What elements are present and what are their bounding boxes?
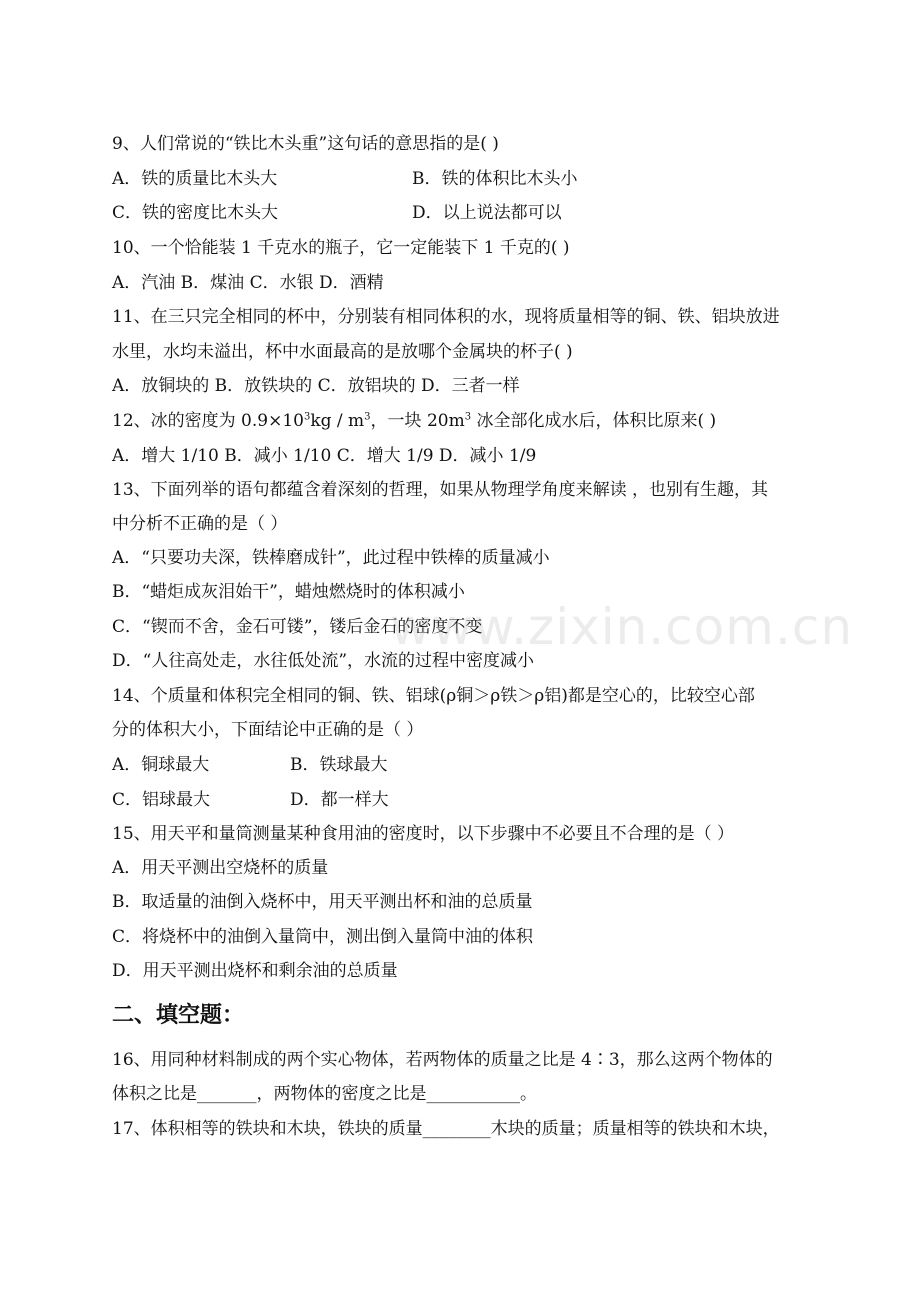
q12-exponent-2: 3: [364, 411, 371, 423]
q12-stem-pre: 12、冰的密度为 0.9×10: [112, 411, 304, 431]
q16-stem-line2: 体积之比是_______，两物体的密度之比是___________。: [112, 1084, 537, 1104]
q15-option-a: A．用天平测出空烧杯的质量: [112, 858, 329, 878]
q11-stem-line1: 11、在三只完全相同的杯中，分别装有相同体积的水，现将质量相等的铜、铁、铝块放进: [112, 307, 780, 327]
q9-option-c: C．铁的密度比木头大: [112, 203, 279, 223]
q12-stem-post: 冰全部化成水后，体积比原来( ): [471, 411, 717, 431]
q17-stem-line1: 17、体积相等的铁块和木块，铁块的质量________木块的质量；质量相等的铁块和木块，: [112, 1119, 780, 1139]
q14-stem-line2: 分的体积大小，下面结论中正确的是（ ）: [112, 720, 424, 740]
q12-stem: [112, 410, 716, 432]
q13-option-d: D．“人往高处走，水往低处流”，水流的过程中密度减小: [112, 651, 535, 671]
q13-stem-line1: 13、下面列举的语句都蕴含着深刻的哲理，如果从物理学角度来解读 ，也别有生趣，其: [112, 480, 769, 500]
q14-option-b: B．铁球最大: [290, 755, 388, 775]
q13-option-c: C．“锲而不舍，金石可镂”，镂后金石的密度不变: [112, 617, 483, 637]
q15-option-b: B．取适量的油倒入烧杯中，用天平测出杯和油的总质量: [112, 892, 533, 912]
section-heading: 二、填空题：: [112, 1003, 245, 1028]
q11-stem-line2: 水里，水均未溢出，杯中水面最高的是放哪个金属块的杯子( ): [112, 342, 573, 362]
q13-option-b: B．“蜡炬成灰泪始干”，蜡烛燃烧时的体积减小: [112, 582, 465, 602]
q9-option-d: D．以上说法都可以: [412, 203, 562, 223]
q10-options: A．汽油 B．煤油 C．水银 D．酒精: [112, 273, 384, 293]
q15-option-c: C．将烧杯中的油倒入量筒中，测出倒入量筒中油的体积: [112, 927, 534, 947]
q9-option-a: A．铁的质量比木头大: [112, 169, 278, 189]
q14-stem-line1: 14、个质量和体积完全相同的铜、铁、铝球(ρ铜＞ρ铁＞ρ铝)都是空心的，比较空心部: [112, 686, 755, 706]
q13-option-a: A．“只要功夫深，铁棒磨成针”，此过程中铁棒的质量减小: [112, 548, 550, 568]
q10-stem: 10、一个恰能装 1 千克水的瓶子，它一定能装下 1 千克的( ): [112, 238, 570, 258]
q12-exponent-1: 3: [303, 411, 311, 423]
q11-options: A．放铜块的 B．放铁块的 C．放铝块的 D．三者一样: [112, 376, 520, 396]
q12-stem-mid1: kg / m: [310, 411, 365, 431]
watermark: www.zixin.com.cn: [390, 598, 854, 656]
q15-option-d: D．用天平测出烧杯和剩余油的总质量: [112, 961, 398, 981]
q14-option-a: A．铜球最大: [112, 755, 210, 775]
q12-exponent-3: 3: [464, 411, 472, 423]
q16-stem-line1: 16、用同种材料制成的两个实心物体，若两物体的质量之比是 4∶3，那么这两个物体的: [112, 1050, 773, 1070]
q9-option-b: B．铁的体积比木头小: [412, 169, 578, 189]
q14-option-d: D．都一样大: [290, 790, 389, 810]
q14-option-c: C．铝球最大: [112, 790, 211, 810]
q9-stem: 9、人们常说的“铁比木头重”这句话的意思指的是( ): [112, 134, 499, 154]
q12-stem-mid2: ，一块 20m: [370, 411, 465, 431]
q13-stem-line2: 中分析不正确的是（ ）: [112, 514, 288, 534]
q12-options: A．增大 1/10 B．减小 1/10 C．增大 1/9 D．减小 1/9: [112, 446, 537, 466]
q15-stem: 15、用天平和量筒测量某种食用油的密度时，以下步骤中不必要且不合理的是（ ）: [112, 824, 735, 844]
